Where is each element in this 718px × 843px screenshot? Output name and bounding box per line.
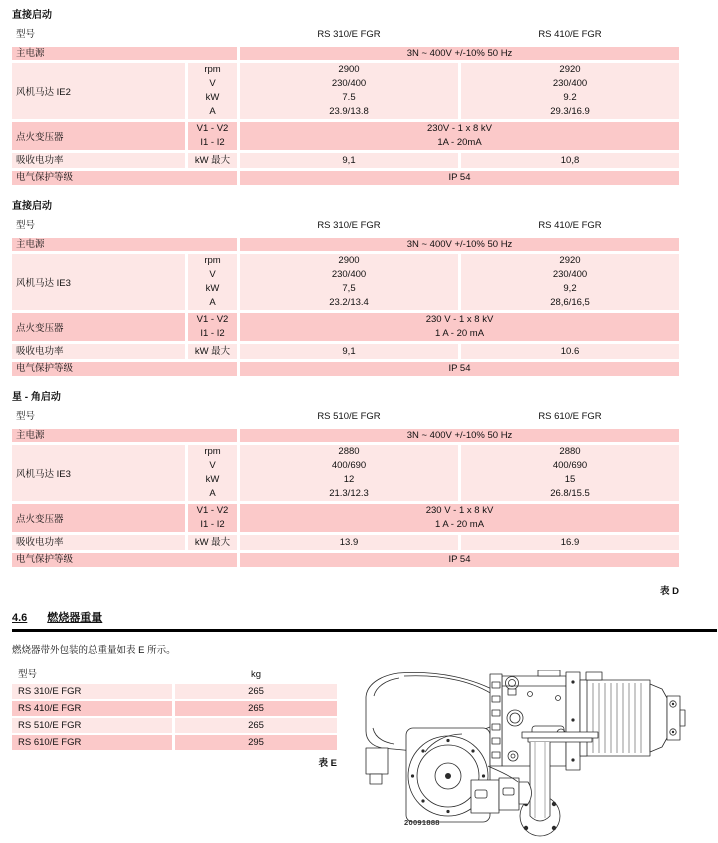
value: 1A - 20mA — [437, 137, 482, 148]
weight-row-kg: 295 — [175, 735, 337, 750]
weight-table — [12, 667, 337, 750]
absorbed-unit: kW 最大 — [188, 535, 237, 550]
value: 23.2/13.4 — [329, 297, 369, 308]
spec-table-direct-start-ie2 — [12, 10, 679, 185]
unit-v: V — [209, 269, 216, 280]
spacer — [188, 409, 237, 425]
absorbed-power-row — [12, 344, 679, 359]
weight-row-model: RS 410/E FGR — [12, 701, 172, 716]
unit: V1 - V2 — [196, 123, 229, 134]
absorbed-label: 吸收电功率 — [12, 344, 185, 359]
absorbed-unit: kW 最大 — [188, 153, 237, 168]
unit: V1 - V2 — [196, 314, 229, 325]
motor-values-right — [461, 445, 679, 501]
value: 230/400 — [331, 78, 367, 89]
figure-code-label: 20091888 — [404, 818, 440, 827]
mains-row — [12, 47, 679, 60]
mains-row — [12, 429, 679, 442]
weight-row-kg: 265 — [175, 718, 337, 733]
value: 15 — [564, 474, 576, 485]
value: 9,2 — [563, 283, 577, 294]
value: 2880 — [338, 446, 360, 457]
mains-value: 3N ~ 400V +/-10% 50 Hz — [240, 429, 679, 442]
ignition-values — [240, 504, 679, 532]
unit-v: V — [209, 460, 216, 471]
motor-label: 风机马达 IE3 — [12, 254, 185, 310]
spec-table-star-delta-start — [12, 392, 679, 567]
value: 230 V - 1 x 8 kV — [425, 505, 494, 516]
protection-value: IP 54 — [240, 362, 679, 376]
unit: I1 - I2 — [200, 519, 225, 530]
absorbed-left: 9,1 — [240, 153, 458, 168]
model-name-left: RS 510/E FGR — [317, 411, 381, 422]
table-heading: 直接启动 — [12, 201, 52, 212]
value: 1 A - 20 mA — [434, 519, 485, 530]
value: 7.5 — [342, 92, 356, 103]
section-number: 4.6 — [12, 612, 28, 624]
model-name-right: RS 610/E FGR — [538, 411, 602, 422]
section-divider — [12, 629, 717, 632]
unit: I1 - I2 — [200, 328, 225, 339]
absorbed-left: 13.9 — [240, 535, 458, 550]
value: 230/400 — [552, 78, 588, 89]
unit-kw: kW — [205, 92, 220, 103]
unit-kw: kW — [205, 283, 220, 294]
ignition-row — [12, 504, 679, 532]
spec-table-direct-start-ie3 — [12, 201, 679, 376]
unit-a: A — [209, 488, 216, 499]
value: 21.3/12.3 — [329, 488, 369, 499]
motor-label: 风机马达 IE2 — [12, 63, 185, 119]
ignition-label: 点火变压器 — [12, 122, 185, 150]
value: 28,6/16,5 — [550, 297, 590, 308]
value: 230/400 — [331, 269, 367, 280]
absorbed-power-row — [12, 535, 679, 550]
unit-rpm: rpm — [204, 446, 221, 457]
mains-row — [12, 238, 679, 251]
mains-label: 主电源 — [12, 47, 237, 60]
motor-values-left — [240, 445, 458, 501]
value: 400/690 — [552, 460, 588, 471]
unit: I1 - I2 — [200, 137, 225, 148]
model-name-right: RS 410/E FGR — [538, 29, 602, 40]
model-row — [12, 27, 679, 43]
motor-values-left — [240, 63, 458, 119]
value: 29.3/16.9 — [550, 106, 590, 117]
absorbed-left: 9,1 — [240, 344, 458, 359]
model-row-label: 型号 — [16, 411, 36, 422]
ignition-units — [188, 122, 237, 150]
weight-row-kg: 265 — [175, 701, 337, 716]
value: 2900 — [338, 255, 360, 266]
absorbed-right: 10,8 — [461, 153, 679, 168]
value: 2920 — [559, 255, 581, 266]
absorbed-label: 吸收电功率 — [12, 153, 185, 168]
value: 23.9/13.8 — [329, 106, 369, 117]
section-title: 燃烧器重量 — [47, 612, 103, 624]
unit-v: V — [209, 78, 216, 89]
protection-value: IP 54 — [240, 553, 679, 567]
unit-a: A — [209, 297, 216, 308]
weight-row-kg: 265 — [175, 684, 337, 699]
table-e-caption: 表 E — [318, 758, 337, 769]
table-heading: 直接启动 — [12, 10, 52, 21]
model-name-left: RS 310/E FGR — [317, 220, 381, 231]
table-heading: 星 - 角启动 — [12, 392, 61, 403]
unit-a: A — [209, 106, 216, 117]
section-heading — [12, 611, 718, 625]
value: 230/400 — [552, 269, 588, 280]
absorbed-label: 吸收电功率 — [12, 535, 185, 550]
value: 12 — [343, 474, 355, 485]
model-row-label: 型号 — [16, 29, 36, 40]
unit-kw: kW — [205, 474, 220, 485]
value: 230V - 1 x 8 kV — [427, 123, 492, 134]
section-intro-text: 燃烧器带外包装的总重量如表 E 所示。 — [12, 645, 176, 656]
value: 2920 — [559, 64, 581, 75]
ignition-units — [188, 313, 237, 341]
absorbed-right: 16.9 — [461, 535, 679, 550]
unit-rpm: rpm — [204, 64, 221, 75]
protection-label: 电气保护等级 — [12, 171, 237, 185]
protection-label: 电气保护等级 — [12, 362, 237, 376]
protection-label: 电气保护等级 — [12, 553, 237, 567]
ignition-row — [12, 313, 679, 341]
mains-value: 3N ~ 400V +/-10% 50 Hz — [240, 238, 679, 251]
model-row — [12, 218, 679, 234]
model-name-right: RS 410/E FGR — [538, 220, 602, 231]
unit-rpm: rpm — [204, 255, 221, 266]
weight-row-model: RS 310/E FGR — [12, 684, 172, 699]
unit: V1 - V2 — [196, 505, 229, 516]
model-name-left: RS 310/E FGR — [317, 29, 381, 40]
weight-col-model-header: 型号 — [12, 667, 172, 682]
model-row-label: 型号 — [16, 220, 36, 231]
model-row — [12, 409, 679, 425]
table-d-caption: 表 D — [659, 586, 679, 597]
value: 230 V - 1 x 8 kV — [425, 314, 494, 325]
ignition-values — [240, 122, 679, 150]
value: 9.2 — [563, 92, 577, 103]
weight-col-kg-header: kg — [175, 667, 337, 682]
motor-values-right — [461, 63, 679, 119]
value: 26.8/15.5 — [550, 488, 590, 499]
ignition-row — [12, 122, 679, 150]
motor-values-left — [240, 254, 458, 310]
mains-value: 3N ~ 400V +/-10% 50 Hz — [240, 47, 679, 60]
absorbed-right: 10.6 — [461, 344, 679, 359]
value: 2880 — [559, 446, 581, 457]
value: 7,5 — [342, 283, 356, 294]
weight-row-model: RS 610/E FGR — [12, 735, 172, 750]
value: 400/690 — [331, 460, 367, 471]
ignition-label: 点火变压器 — [12, 313, 185, 341]
spacer — [188, 27, 237, 43]
motor-row — [12, 63, 679, 119]
ignition-label: 点火变压器 — [12, 504, 185, 532]
ignition-units — [188, 504, 237, 532]
absorbed-power-row — [12, 153, 679, 168]
value: 2900 — [338, 64, 360, 75]
spacer — [188, 218, 237, 234]
motor-units — [188, 63, 237, 119]
motor-values-right — [461, 254, 679, 310]
ignition-values — [240, 313, 679, 341]
motor-label: 风机马达 IE3 — [12, 445, 185, 501]
motor-units — [188, 445, 237, 501]
weight-row-model: RS 510/E FGR — [12, 718, 172, 733]
value: 1 A - 20 mA — [434, 328, 485, 339]
absorbed-unit: kW 最大 — [188, 344, 237, 359]
motor-row — [12, 254, 679, 310]
mains-label: 主电源 — [12, 238, 237, 251]
protection-row — [12, 553, 679, 567]
protection-row — [12, 171, 679, 185]
mains-label: 主电源 — [12, 429, 237, 442]
motor-row — [12, 445, 679, 501]
protection-row — [12, 362, 679, 376]
motor-units — [188, 254, 237, 310]
protection-value: IP 54 — [240, 171, 679, 185]
